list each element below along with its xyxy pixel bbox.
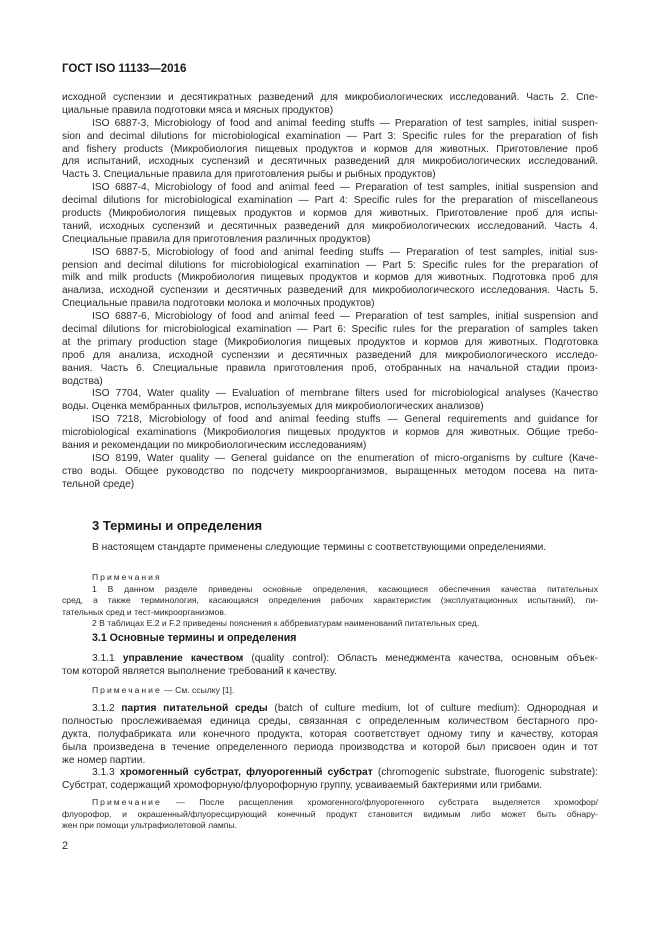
text-line: microbiological examinations (Микробиология пищевых продуктов и кормов для животных. Общие требо-	[62, 427, 598, 439]
normative-references-list	[62, 92, 598, 492]
note-label: Примечание	[92, 797, 162, 807]
term-definition: (batch of culture medium, lot of culture medium): Однородная и	[274, 703, 598, 714]
text-line: ISO 7704, Water quality — Evaluation of membrane filters used for microbiological analyses (Качество	[92, 388, 598, 400]
note-3-1-3	[62, 797, 598, 832]
term-number: 3.1.1	[92, 653, 115, 664]
text-line: Специальные правила подготовки молока и молочных продуктов)	[62, 298, 375, 310]
text-line: вания и рекомендации по микробиологическим исследованиям)	[62, 440, 367, 452]
reference-paragraph	[62, 247, 598, 311]
text-line: анализа, исходной суспензии и десятичных разведений для микробиологического исследования. Часть 5.	[62, 285, 598, 297]
term-name: партия питательной среды	[121, 703, 268, 714]
text-line: ISO 6887-3, Microbiology of food and animal feeding stuffs — Preparation of test samples, initial suspen-	[92, 117, 598, 129]
section-3-heading: 3 Термины и определения	[92, 518, 263, 533]
term-3-1-1	[62, 653, 598, 679]
text-line: циальные правила подготовки мяса и мясных продуктов)	[62, 104, 334, 116]
text-line: исходной суспензии и десятикратных разведений для микробиологических исследований. Часть 2. Спе-	[62, 92, 598, 103]
document-header: ГОСТ ISO 11133—2016	[62, 63, 187, 75]
term-definition: (quality control): Область менеджмента качества, основным объек-	[251, 653, 598, 664]
text-line: products (Микробиология пищевых продуктов и кормов для животных. Приготовление проб для испы-	[62, 208, 598, 220]
term-number: 3.1.3	[92, 767, 115, 779]
note-3-1-1	[62, 685, 598, 697]
term-name: управление качеством	[122, 653, 244, 664]
note-text: — См. ссылку [1].	[164, 685, 235, 695]
text-line: 2 В таблицах Е.2 и F.2 приведены пояснения к аббревиатурам наименований питательных сред.	[92, 618, 480, 629]
reference-paragraph	[62, 414, 598, 453]
text-line: таний, исходных суспензий и десятичных разведений для микробиологических исследований. Часть 4.	[62, 220, 598, 232]
text-line: ISO 6887-5, Microbiology of food and animal feeding stuffs — Preparation of test samples, initial sus-	[92, 246, 598, 258]
text-line: для испытаний, исходных суспензий и десятичных разведений для микробиологических исследований.	[62, 156, 598, 168]
page-number: 2	[62, 840, 69, 852]
text-line: Специальные правила для приготовления различных продуктов)	[62, 233, 371, 245]
text-line: тельной среде)	[62, 478, 135, 490]
reference-paragraph	[62, 92, 598, 118]
text-line: водства)	[62, 375, 103, 387]
reference-paragraph	[62, 311, 598, 388]
section-3-intro: В настоящем стандарте применены следующие термины с соответствующими определениями.	[92, 542, 547, 553]
text-line: decimal dilutions for microbiological examination — Part 4: Specific rules for the preparation of miscellaneous	[62, 195, 598, 207]
text-line: сред, а также терминология, касающаяся определения рабочих характеристик (эксплуатационных испытаний), пи-	[62, 595, 598, 606]
text-line: ISO 7218, Microbiology of food and animal feeding stuffs — General requirements and guidance for	[92, 414, 598, 426]
term-definition: дукта, полуфабриката или конечного продукта, которая соответствует одному типу и качеству, которая	[62, 728, 598, 740]
term-definition: полностью прослеживаемая единица среды, связанная с определенным количеством бестарного про-	[62, 715, 598, 727]
text-line: and fishery products (Микробиология пищевых продуктов и кормов для животных. Приготовление проб	[62, 143, 598, 155]
note-label: Примечание	[92, 685, 162, 695]
text-line: ство воды. Общее руководство по подсчету микроорганизмов, выращенных методом посева на пита-	[62, 465, 598, 477]
section-3-1-heading: 3.1 Основные термины и определения	[92, 632, 297, 644]
term-number: 3.1.2	[92, 703, 115, 714]
text-line: 1 В данном разделе приведены основные определения, касающиеся обеспечения качества питательных	[92, 583, 598, 594]
note-text: — После расщепления хромогенного/флуорогенного субстрата выделяется хромофор/	[176, 797, 598, 807]
text-line: тательных сред и тест-микроорганизмов.	[62, 606, 227, 617]
text-line: проб для анализа, исходной суспензии и десятичных разведений для микробиологического исследо-	[62, 349, 598, 361]
text-line: вания. Часть 6. Специальные правила приготовления проб, отобранных на начальной стадии произ-	[62, 362, 598, 374]
text-line: ISO 6887-6, Microbiology of food and animal feed — Preparation of test samples, initial suspension and	[92, 311, 598, 323]
text-line: ISO 8199, Water quality — General guidance on the enumeration of micro-organisms by culture (Каче-	[92, 452, 598, 464]
term-name: хромогенный субстрат, флуорогенный субстрат	[119, 767, 373, 779]
notes-list	[62, 584, 598, 630]
note-text: жен при помощи ультрафиолетовой лампы.	[62, 820, 238, 831]
text-line: at the primary production stage (Микробиология пищевых продуктов и кормов для животных. Подготовка	[62, 336, 598, 348]
text-line: воды. Оценка мембранных фильтров, используемых для микробиологических анализов)	[62, 401, 484, 413]
term-definition: том которой является выполнение требований к качеству.	[62, 665, 337, 677]
note-text: флуорофор, и окрашенный/флуоресцирующий конечный продукт становится видимым либо может быть обнару-	[62, 808, 598, 819]
text-line: Часть 3. Специальные правила для приготовления рыбы и рыбных продуктов)	[62, 169, 436, 181]
term-definition: Субстрат, содержащий хромофорную/флуорофорную группу, усваиваемый бактериями или грибами.	[62, 780, 543, 792]
term-definition: (chromogenic substrate, fluorogenic substrate):	[377, 767, 598, 779]
reference-paragraph	[62, 388, 598, 414]
text-line: milk and milk products (Микробиология пищевых продуктов и кормов для животных. Подготовка проб для	[62, 272, 598, 284]
term-3-1-2	[62, 703, 598, 793]
reference-paragraph	[62, 118, 598, 182]
text-line: decimal dilutions for microbiological examination — Part 6: Specific rules for the preparation of samples taken	[62, 324, 598, 336]
reference-paragraph	[62, 584, 598, 619]
term-definition: же номер партии.	[62, 754, 146, 766]
text-line: sion and decimal dilutions for microbiological examination — Part 3: Specific rules for the preparation of fish	[62, 130, 598, 142]
reference-paragraph	[62, 182, 598, 246]
term-definition: была произведена в течение определенного периода производства и которой был присвоен один и тот	[62, 741, 598, 753]
notes-label: Примечания	[92, 572, 162, 582]
reference-paragraph	[62, 453, 598, 492]
reference-paragraph	[62, 618, 598, 630]
text-line: ISO 6887-4, Microbiology of food and animal feed — Preparation of test samples, initial suspension and	[92, 182, 598, 194]
text-line: pension and decimal dilutions for microbiological examination — Part 5: Specific rules for the preparation of	[62, 259, 598, 271]
